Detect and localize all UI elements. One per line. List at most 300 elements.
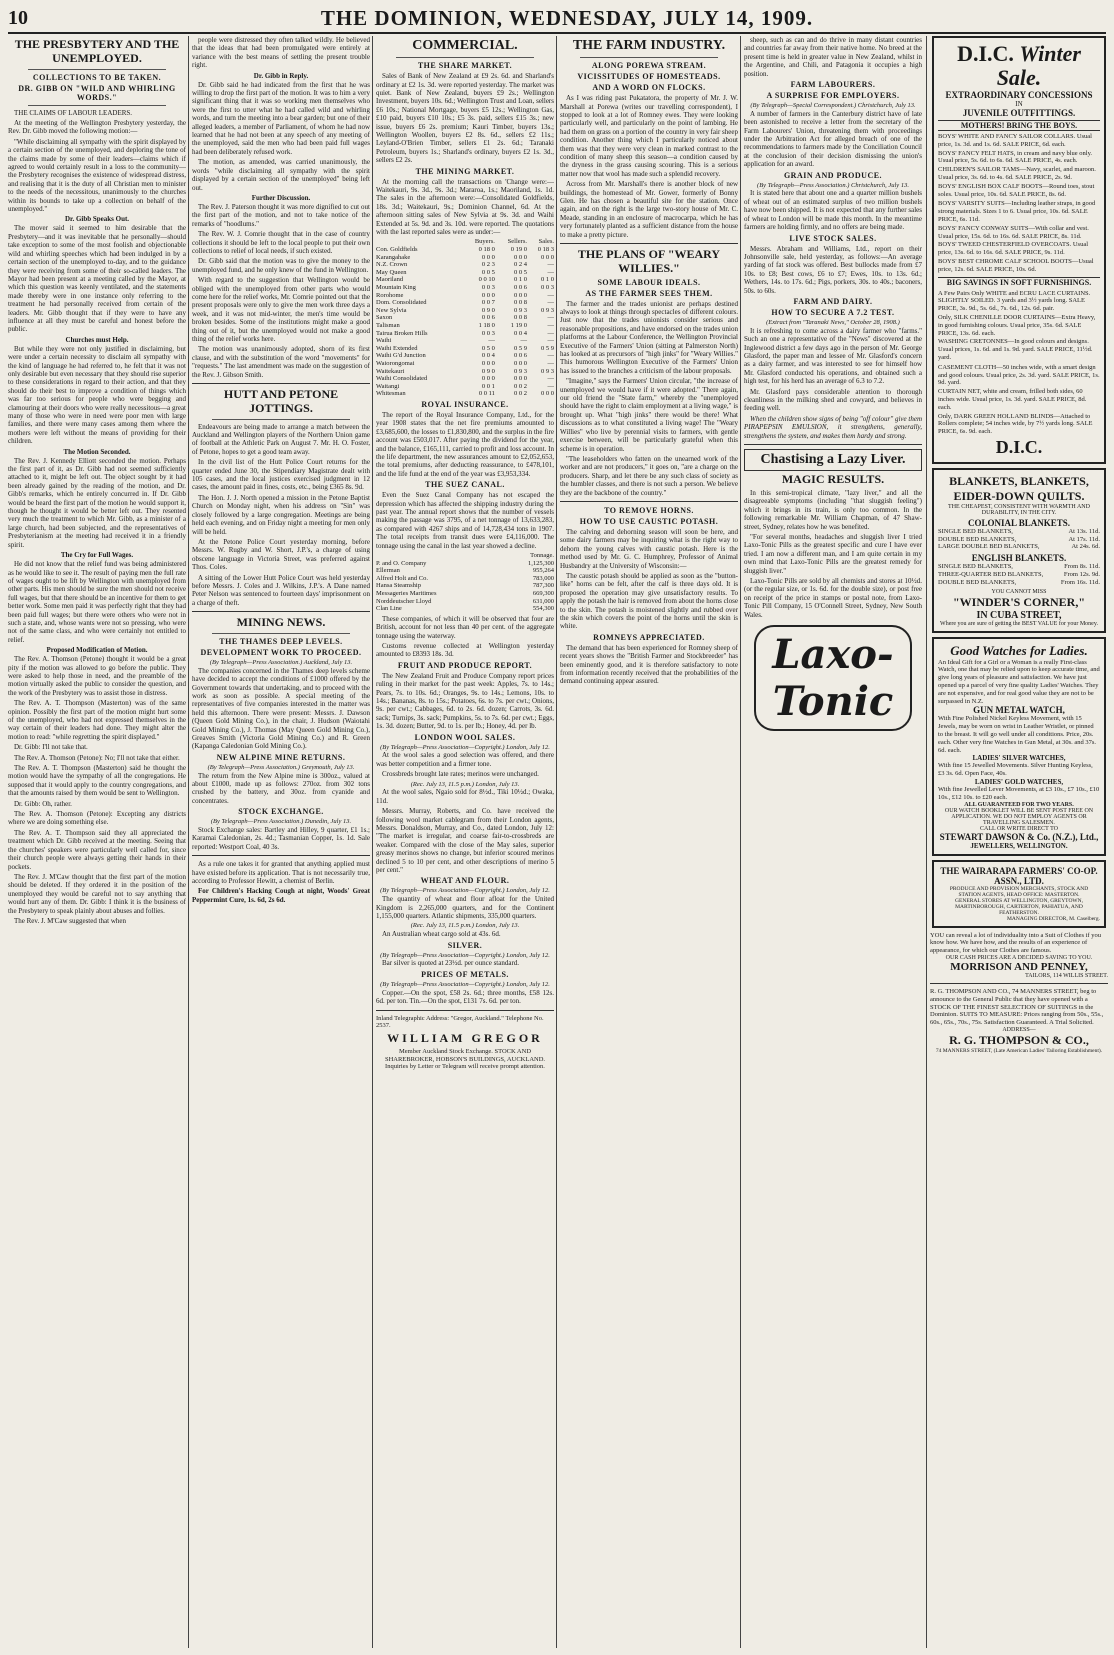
paragraph: These companies, of which it will be observed that four are British, account for not less than 40 per cent. of the aggregate tonnage using the waterway. — [376, 614, 554, 640]
sale-item: BOYS' WHITE AND FANCY SAILOR COLLARS. Usual price, 1s. 3d. and 1s. 6d. SALE PRICE, 6d. each. — [938, 133, 1092, 148]
byline: (By Telegraph—Press Association—Copyright.) London, July 12. — [380, 743, 550, 751]
article-headline: THE FARM INDUSTRY. — [572, 38, 726, 53]
price-value: From 16s. 11d. — [1060, 578, 1100, 586]
section-subhead: Proposed Modification of Motion. — [46, 646, 148, 655]
table-cell: P. and O. Company — [376, 559, 427, 567]
table-cell: 0 0 1 — [481, 382, 495, 390]
paragraph: "The leaseholders who fatten on the unearned work of the worker and are not producers," it goes on, "are a charge on the producers. Sharp, and let there be any such class of society as the humbler classes, and there is not such a person. We believe they are the backbone of the country." — [560, 454, 738, 497]
table-cell: Dom. Consolidated — [376, 299, 427, 307]
table-cell: Waihi Extended — [376, 344, 418, 352]
table-cell: 0 0 0 — [513, 253, 527, 261]
paragraph: Dr. Gibb said he had indicated from the first that he was willing to drop the first part of the motion. It was to him a very significant thing that it was so working men themselves who were the first to utter what he had called wild and whirling words, and turn the meeting into a bear garden; but one of their alleged leaders, a member of Parliament, of whom he had now learned that he had not been at any speech of any meeting of the unemployed, said the men who had been paid full wages had been deliberately refused work. — [192, 80, 370, 156]
table-cell: Ellerman — [376, 567, 400, 575]
in-line: IN — [1015, 100, 1023, 108]
table-cell: 554,300 — [532, 605, 554, 613]
table-cell: Con. Goldfields — [376, 246, 418, 253]
paragraph: Crossbreds brought late rates; merinos were unchanged. — [382, 770, 539, 779]
broker-advert-footer: Inquiries by Letter or Telegram will receive prompt attention. — [385, 1063, 545, 1071]
table-cell: Norddeutscher Lloyd — [376, 597, 432, 605]
table-cell: 0 1 0 — [513, 276, 527, 284]
article-subhead: FARM AND DAIRY. — [793, 296, 873, 306]
mining-quote-row — [376, 284, 554, 292]
gun-metal-text: With Fine Polished Nickel Keyless Movement, with 15 Jewels, may be worn on wrist in Leather Wristlet, or pinned to the breast. It will go well under all conditions. Price, 20s. each. Other very fine Watches in Gun Metal, at 30s. and 37s. 6d. each. — [938, 715, 1097, 754]
article-subhead: THE SHARE MARKET. — [417, 61, 513, 71]
table-header-cell: Tonnage. — [530, 551, 554, 559]
table-cell: 783,000 — [532, 574, 554, 582]
column-presbytery — [8, 36, 186, 1648]
shipping-tonnage-table — [376, 552, 554, 613]
paragraph: The return from the New Alpine mine is 300oz., valued at about £1000, made up as follows: 270oz. from 302 tons crushed by the battery, and 30oz. from cyanide and concentrates. — [192, 771, 370, 805]
table-cell: 0 18 0 — [478, 246, 495, 253]
section-subhead: Dr. Gibb in Reply. — [253, 71, 309, 80]
column-farm — [560, 36, 738, 1648]
table-cell: — — [547, 382, 554, 390]
gun-metal-heading: GUN METAL WATCH, — [973, 705, 1065, 716]
paragraph: But while they were not only justified in disclaiming, but were under a certain necessity to disclaim all sympathy with the kind of language he had referred to, he felt that it was not only desirable but even necessary that they should rise superior to these considerations in regard to their action, and that they should do their best to improve a condition of things which was far too serious for people who were begging and clamouring at their doors who were really necessitous—a great many of those who were in need were poor men with large families, and there were many cases among them where the mothers were left without the means of providing for their children. — [8, 344, 186, 446]
table-cell: 787,300 — [532, 582, 554, 590]
paragraph: Stock Exchange sales: Bartley and Hilley, 9 quarter, £1 1s.; Karamai Caledonian, 2s. 4d.; Tasmanian Copper, 1s. 1d. Sale reported: Westport Coal, 40 3s. — [192, 826, 370, 851]
table-cell: N.Z. Crown — [376, 261, 408, 269]
column-commercial — [376, 36, 554, 1648]
table-cell: 1 18 0 — [478, 321, 495, 329]
table-cell: 0 0 0 — [541, 390, 554, 398]
section-subhead: The Cry for Full Wages. — [60, 551, 134, 560]
shipping-row — [376, 598, 554, 606]
paragraph: The motion was unanimously adopted, shorn of its first clause, and with the substitution of the word "movements" for "requests." The last amendment was made on the suggestion of the Rev. J. Gibson Smith. — [192, 345, 370, 379]
wairarapa-sub: PRODUCE AND PROVISION MERCHANTS, STOCK AND STATION AGENTS, HEAD OFFICE: MASTERTON. — [949, 885, 1089, 898]
paragraph: The Rev. A. T. Thompson (Masterton) said he thought the motion would have the sympathy of all the congregations. He supposed that it would apply to the country congregations, and that the amounts raised by them would be sent to Wellington. — [8, 764, 186, 798]
article-subhead: SOME LABOUR IDEALS. — [597, 277, 701, 287]
mining-quote-row — [376, 254, 554, 262]
silver-text: With fine 15 Jewelled Movements. Silver Hunting Keyless, £3 3s. 6d. Open Face, 40s. — [938, 762, 1093, 778]
juvenile-line: JUVENILE OUTFITTINGS. — [962, 108, 1076, 118]
byline: (By Telegraph—Press Association.) Greymouth, July 13. — [207, 763, 355, 771]
paragraph: He did not know that the relief fund was being administered as he would like to see it. The result of paying men the full rate of wages ought to be lift by Wellington with unemployed from other parts. His men should be sure the men should not receive full wages, but that there should be an incentive for them to get better work. Some men paid it was perfectly right that they had been paid full wages; but there were others who were not in such a state, and, whose wants were not so pressing, who were not of the same class, and who were certainly not entitled to relief. — [8, 560, 186, 644]
column-presbytery-cont — [192, 36, 370, 1648]
paragraph: As a rule one takes it for granted that anything applied must have existed before its application. That is not necessarily true, according to Professor Hewitt, a chemist of Berlin. — [192, 860, 370, 886]
shipping-row — [376, 582, 554, 590]
gold-text: With fine Jewelled Lever Movements, at £3 10s., £7 10s., £10 10s., £12 10s. to £20 each. — [938, 786, 1100, 801]
eiderdown-heading: EIDER-DOWN QUILTS. — [953, 488, 1085, 503]
article-subhead: THE SUEZ CANAL. — [425, 480, 505, 490]
article-subhead: THE THAMES DEEP LEVELS. — [219, 636, 343, 646]
guarantee-line: ALL GUARANTEED FOR TWO YEARS. — [964, 801, 1074, 808]
table-cell: Messageries Maritimes — [376, 589, 437, 597]
shipping-row — [376, 575, 554, 583]
table-cell: Rorohome — [376, 291, 404, 299]
mining-quote-row — [376, 330, 554, 338]
table-cell: 0 5 9 — [513, 344, 527, 352]
paragraph: The Rev. J. M'Caw thought that the first part of the motion should be deleted. If they ordered it in the position of the unemployed they would be careful not to say anything that would hurt any of them. Dr. Gibb: I think it is the business of the Presbytery to speak plainly about abuses and follies. — [8, 872, 186, 915]
mining-quote-row — [376, 383, 554, 391]
mining-quote-row — [376, 368, 554, 376]
advert-headline: Chastising a Lazy Liver. — [744, 449, 922, 471]
table-cell: 0 0 5 — [513, 268, 527, 276]
gold-heading: LADIES' GOLD WATCHES, — [974, 778, 1064, 787]
table-cell: Waiorongomai — [376, 359, 415, 367]
table-cell: 0 0 0 — [481, 375, 495, 383]
paragraph: The Rev. W. J. Comrie thought that in the case of country collections it should be left to the local people to put their own collections to relief of local needs, if such existed. — [192, 230, 370, 255]
dic-winter-sale-advert — [932, 36, 1106, 464]
mining-quote-row — [376, 375, 554, 383]
table-cell: 0 0 0 — [481, 359, 495, 367]
best-value-line: Where you are sure of getting the BEST VALUE for your Money. — [940, 620, 1098, 627]
sale-item: BOYS' FANCY FELT HATS, in cream and navy blue only. Usual price, 5s. 6d. to 6s. 6d. SALE PRICE, 4s. each. — [938, 149, 1093, 165]
paragraph: The Rev. J. M'Caw suggested that when — [14, 916, 127, 925]
article-subhead: STOCK EXCHANGE. — [238, 807, 324, 817]
article-subhead: ROYAL INSURANCE. — [421, 399, 509, 409]
booklet-line: OUR WATCH BOOKLET WILL BE SENT POST FREE ON APPLICATION. WE DO NOT EMPLOY AGENTS OR TRAVELLING SALESMEN. — [944, 807, 1094, 826]
paragraph: Copper.—On the spot, £58 2s. 6d.; three months, £58 12s. 6d. per ton. Tin.—On the spot, £131 7s. 6d. per ton. — [376, 988, 554, 1006]
table-cell: 1 19 0 — [510, 321, 527, 329]
shipping-row — [376, 590, 554, 598]
article-subhead: DEVELOPMENT WORK TO PROCEED. — [200, 647, 362, 657]
table-cell: 0 1 0 — [541, 276, 554, 284]
sale-item: BOYS' ENGLISH BOX CALF BOOTS—Round toes, stout soles. Usual price, 10s. 6d. SALE PRICE, 8s. 6d. — [938, 182, 1095, 198]
broker-advert-details: Member Auckland Stock Exchange. STOCK AND SHAREBROKER, HOBSON'S BUILDINGS, AUCKLAND. — [384, 1047, 546, 1063]
paragraph: It is refreshing to come across a dairy farmer who "farms." Such an one a representative of the "News" discovered at the Inglewood district a few days ago in the person of Mr. George Glasford, the paper man and lessee of Mr. Glasford's concern as a dairy farmer, and was interested to see for himself how Mr. Glasford conducted his operations, and obtained such a high test, for his herd has an average of 6.3 to 7.2. — [744, 326, 922, 386]
table-cell: Whitesman — [376, 390, 406, 398]
table-cell: 0 2 4 — [513, 261, 527, 269]
table-cell: New Sylvia — [376, 306, 407, 314]
paragraph: With regard to the suggestion that Wellington would be obliged with the unemployed from other parts who would come here for the relief works, Mr. Comrie pointed out that the present proposals were only to give the men work three days a week, and it was not mid-winter, the men's time would be broken besides. Some of the institutions might make a good thing out of it, but the unemployed would not make a good thing of the relief works here. — [192, 276, 370, 343]
table-cell: — — [547, 352, 554, 360]
table-cell: 0 9 3 — [513, 306, 527, 314]
table-cell: 0 0 6 — [513, 352, 527, 360]
table-cell: Maoriland — [376, 276, 404, 284]
paragraph: At the meeting of the Wellington Presbytery yesterday, the Rev. Dr. Gibb moved the following motion:— — [8, 119, 186, 136]
column-rule — [556, 36, 557, 1648]
table-cell: Clan Line — [376, 605, 402, 613]
masthead-title: THE DOMINION, WEDNESDAY, JULY 14, 1909. — [320, 5, 814, 30]
dic-logo: D.I.C. — [995, 436, 1043, 457]
article-subhead: GRAIN AND PRODUCE. — [783, 170, 883, 180]
paragraph: THE CLAIMS OF LABOUR LEADERS. — [14, 108, 133, 117]
table-cell: — — [488, 337, 495, 345]
paragraph: Mr. Glasford pays considerable attention to thorough cleanliness in the milking shed and cowyard, and believes in feeding well. — [744, 387, 922, 413]
sale-item: CHILDREN'S SAILOR TAMS—Navy, scarlet, and maroon. Usual price, 3s. 6d. to 4s. 6d. SALE PRICE, 2s. 9d. — [938, 166, 1096, 181]
thompson-address: 74 MANNERS STREET, (Late American Ladies' Tailoring Establishment). — [935, 1048, 1103, 1054]
table-cell: — — [547, 299, 554, 307]
furnishings-left — [938, 290, 1100, 362]
article-subhead: COLLECTIONS TO BE TAKEN. — [32, 72, 162, 82]
furnishing-item: A Few Pairs Only WHITE and ECRU LACE CURTAINS. SLIGHTLY SOILED. 3 yards and 3½ yards long. SALE PRICE, 3s. 9d., 5s. 6d., 7s. 6d., 12s. 6d. pair. — [938, 289, 1091, 313]
mining-quote-row — [376, 276, 554, 284]
table-header-cell: Buyers. — [474, 238, 495, 246]
furnishing-item: Only, DARK GREEN HOLLAND BLINDS—Attached to Rollers complete; 54 inches wide, by 7½ yards long. SALE PRICE, 6s. 9d. each. — [938, 412, 1093, 436]
paragraph: Messrs. Abraham and Williams, Ltd., report on their Johnsonville sale, held yesterday, as follows:—An average yarding of fat stock was offered. Best bullocks made from £7 10s. to £8; Best cows, £6 to £7; Ewes, 10s. to 13s. 6d.; Wethers, 14s. to 17s. 6d.; Pigs, porkers, 30s. to 40s.; baconers, 50s. to 60s. — [744, 244, 922, 295]
english-prices — [938, 563, 1100, 586]
price-value: At 24s. 6d. — [1071, 543, 1100, 551]
table-cell: — — [547, 337, 554, 345]
paragraph: At the morning call the transactions on 'Change were:—Waitekauri, 9s. 3d., 9s. 3d.; Mararoa, 1s.; Maoriland, 1s. 1d. The sales in the afternoon were:—Consolidated Goldfields, 18s. 3d.; Waitekauri, 9s.; Dominion Channel, 6d. At the afternoon sitting sales of New Sylvia at 9s. 3d. and Waihi Extended at 5s. 9d. and 3s. 10d. were reported. The quotations with the last reported sales were as under:— — [376, 177, 554, 236]
furnishing-item: Only, SILK CHENILLE DOOR CURTAINS—Extra Heavy, in good furnishing colours. Usual price, 35s. 6d. SALE PRICE, 13s. 6d. each. — [938, 313, 1096, 337]
price-item: DOUBLE BED BLANKETS, — [938, 578, 1017, 586]
article-subhead: A SURPRISE FOR EMPLOYERS. — [766, 91, 900, 101]
byline: (By Telegraph—Press Association.) Dunedin, July 13. — [210, 818, 352, 826]
mining-quote-row — [376, 307, 554, 315]
wairarapa-heading: THE WAIRARAPA FARMERS' CO-OP. ASSN., LTD. — [940, 865, 1098, 886]
table-cell: 0 0 3 — [481, 329, 495, 337]
paragraph: Customs revenue collected at Wellington yesterday amounted to £8393 18s. 3d. — [376, 641, 554, 659]
section-subhead: Churches must Help. — [65, 335, 129, 344]
paragraph: The motion, as amended, was carried unanimously, the words "while disclaiming all sympathy with the spirit displayed by a certain section of the unemployed" being left out. — [192, 158, 370, 192]
table-cell: 0 0 0 — [541, 253, 554, 261]
paragraph: At the wool sales, Ngaio sold for 8½d., Tiki 10½d.; Owaka, 11d. — [376, 788, 554, 805]
table-cell: 669,300 — [532, 589, 554, 597]
price-value: At 13s. 11d. — [1068, 527, 1100, 535]
paragraph: At the Petone Police Court yesterday morning, before Messrs. W. Rugby and W. Short, J.P.'s, a charge of using obscene language in Victoria Street, was preferred against Thos. Coles. — [192, 537, 370, 572]
article-subhead: LIVE STOCK SALES. — [789, 233, 877, 243]
table-cell: 0 0 8 — [513, 299, 527, 307]
mining-quote-row — [376, 269, 554, 277]
byline: (By Telegraph—Press Association.) Christchurch, July 13. — [757, 181, 909, 189]
paragraph: The Rev. A. Thomson (Petone): Excepting any districts where we are doing something else. — [8, 810, 186, 827]
table-cell: 0 0 8 — [513, 314, 527, 322]
paragraph: The caustic potash should be applied as soon as the "button-like" horns can be felt, after the calf is three days old. It is proposed the operation may give unsatisfactory results. To apply the potash the hair is removed from about the horns close to the skin. The potash is moistened slightly and rubbed over the skin which covers the point of the horns until the skin is white. — [560, 571, 738, 631]
price-value: At 17s. 11d. — [1068, 535, 1100, 543]
colonial-prices — [938, 528, 1100, 551]
paragraph: Laxo-Tonic Pills are sold by all chemists and stores at 10½d. (or the regular size, or 1s. 6d. for the double size), or post free on receipt of the price in stamps or postal note, from Laxo-Tonic Pill Company, 15 O'Connell Street, Sydney, New South Wales. — [744, 576, 922, 619]
blankets-advert — [932, 468, 1106, 633]
table-cell: 955,264 — [532, 567, 554, 575]
price-row — [938, 536, 1100, 544]
paragraph: The demand that has been experienced for Romney sheep of recent years shows the "British Farmer and Stockbreeder" has been eminently good, and it is therefore satisfactory to note from information recently received that the probabilities of the demand continuing appear assured. — [560, 643, 738, 686]
article-subhead: HOW TO USE CAUSTIC POTASH. — [579, 516, 719, 526]
watches-intro: An Ideal Gift for a Girl or a Woman is a really First-class Watch, one that may be relied upon to keep accurate time, and give long years of pleasure and satisfaction. We have just opened up a parcel of very fine quality Ladies' Watches. They are not expensive, and for real good value they are not to be surpassed in N.Z. — [938, 658, 1100, 705]
table-cell: — — [547, 314, 554, 322]
table-cell: Waihi G'd Junction — [376, 352, 426, 360]
cheapest-line: THE CHEAPEST, CONSISTENT WITH WARMTH AND DURABILITY, IN THE CITY. — [948, 503, 1090, 516]
section-subhead: The Motion Seconded. — [63, 447, 131, 456]
paragraph: The Rev. J. Kennedy Elliott seconded the motion. Perhaps the first part of it, as Dr. Gibb had not seemed sufficiently attached to it, might be left out. The object sought by it had been already gained by the reading of the motion, and Dr. Gibb's remarks, which he entirely concurred in. If Dr. Gibb would be heard the first part of the motion he would support it, though he thought it would be better left out. They resented very much the treatment to which Mr. Gibb, as a minister of a large church, had been subjected, and the representatives of Presbyterianism at the meeting had received it in a friendly spirit. — [8, 456, 186, 549]
price-row — [938, 571, 1100, 579]
table-cell: — — [547, 329, 554, 337]
byline: (By Telegraph—Special Correspondent.) Christchurch, July 13. — [750, 102, 916, 110]
byline: (Rec. July 13, 11.5 p.m.) London, July 13. — [410, 922, 520, 930]
article-headline: THE PRESBYTERY AND THE UNEMPLOYED. — [14, 37, 180, 65]
table-cell: 0 0 0 — [513, 291, 527, 299]
mining-quote-row — [376, 337, 554, 345]
paragraph: Even the Suez Canal Company has not escaped the depression which has affected the shipping industry during the past year. The annual report shows that the number of vessels making the passage was 3795, of a net tonnage of 13,633,283, as compared with 4267 ships and of 14,728,434 tons in 1907. The total receipts from transit dues were £4,116,000. The tonnage using the canal in the last year showed a decline. — [376, 491, 554, 550]
furnishing-item: CURTAIN NET, white and cream, frilled both sides, 60 inches wide. Usual price, 1s. 3d. yard. SALE PRICE, 8d. each. — [938, 388, 1087, 411]
managing-director: MANAGING DIRECTOR, M. Caselberg. — [1007, 915, 1100, 922]
mining-quote-row — [376, 246, 554, 254]
column-rule — [372, 36, 373, 1648]
telegraph-address: Inland Telegraphic Address: "Gregor, Auckland." Telephone No. 2537. — [376, 1014, 544, 1030]
broker-advert-name: WILLIAM GREGOR — [387, 1031, 543, 1046]
paragraph: Across from Mr. Marshall's there is another block of new buildings, the homestead of Mr. Gower, formerly of Bonny Glen. He has chosen a beautiful site for the station. Once again, and on the right is the large two-story house of Mr. C. Meade, standing in an enclosure of macrocarpa, which he has very fortunately planted as a sufficient distance from the house to make a pretty picture. — [560, 180, 738, 239]
mining-quote-row — [376, 314, 554, 322]
table-cell: Waihi Consolidated — [376, 375, 428, 383]
table-cell: 0 5 0 — [481, 344, 495, 352]
paragraph: Dr. Gibb: Oh, rather. — [14, 799, 72, 808]
paragraph: The companies concerned in the Thames deep levels scheme have decided to accept the conditions of £1000 offered by the Government towards that undertaking, and to proceed with the work as soon as possible. A special meeting of the representatives of five companies interested in the matter was held this afternoon. There were present: Messrs. J. Dawson (Queen Gold Mining Co.), in the chair, J. Hudson (Waiotahi Gold Mining Co.), J. Thomas (May Queen Gold Mining Co.), Greaves Smith (Victoria Gold Mining Co.) and R. Green (Kapanga Caledonian Gold Mining Co.). — [192, 666, 370, 751]
mining-quote-row — [376, 345, 554, 353]
paragraph: At the wool sales a good selection was offered, and there was better competition and a firmer tone. — [376, 751, 554, 768]
paragraph: Endeavours are being made to arrange a match between the Auckland and Wellington players of the Northern Union game of football at the Athletic Park on August 7. Mr. H. O. Foster, of Petone, hopes to get a good team away. — [192, 422, 370, 456]
article-subhead: AS THE FARMER SEES THEM. — [585, 288, 713, 298]
paragraph: Sales of Bank of New Zealand at £9 2s. 6d. and Sharland's ordinary at £2 1s. 3d. were reported yesterday. The market was quiet. Bank of New Zealand, buyers £9 2s.; Wellington Investment, buyers 10s. 6d.; Wellington Trust and Loan, sellers £6 10s.; National Mortgage, buyers £5 12s.; Wellington Gas, £10 paid, buyers £10 10s.; £5 3s. paid, sellers £15 3s.; new issue, buyers £6 2s. premium; Kauri Timber, buyers 13s.; Wellington Woollen, buyers £2 8s. 6d., sellers £2 11s.; Leyland-O'Brien Timber, sellers £1 2s. 6d.; Taranaki Petroleum, buyers 1s.; Sharland's ordinary, buyers £2 1s. 3d., sellers £2 2s. — [376, 72, 554, 165]
table-cell: 0 0 2 — [513, 390, 527, 398]
column-farm-labourers — [744, 36, 922, 1648]
paragraph: In this semi-tropical climate, "lazy liver," and all the disagreeable symptoms (including "that sluggish feeling") which it brings in its train, is only too common. In the following remarkable Mr. William Chapman, of 47 Shaw-street, Sydney, relates how he was benefited. — [744, 488, 922, 531]
paragraph: The report of the Royal Insurance Company, Ltd., for the year 1908 states that the net fire premiums amounted to £3,685,600, the losses to £1,830,800, and the surplus in the fire account was £503,017. After paying the dividend for the year, and the balance, £165,111, carried to profit and loss account. In the life department, the new assurances amount to £2,052,653, the total premiums, after deducting reassurance, to £478,101, and the life fund at the end of the year was £3,953,334. — [376, 410, 554, 478]
mining-quote-row — [376, 322, 554, 330]
table-cell: — — [547, 375, 554, 383]
table-cell: — — [520, 337, 527, 345]
paragraph: An Australian wheat cargo sold at 43s. 6d. — [382, 930, 501, 939]
sale-item: BOYS' FANCY CONWAY SUITS—With collar and vest. Usual price, 15s. 6d. to 16s. 6d. SALE PRICE, 8s. 11d. — [938, 224, 1089, 240]
table-cell: 0 0 0 — [481, 291, 495, 299]
sale-item: BOYS' BEST CHROME CALF SCHOOL BOOTS—Usual price, 12s. 6d. SALE PRICE, 10s. 6d. — [938, 257, 1094, 273]
price-item: LARGE DOUBLE BED BLANKETS, — [938, 543, 1040, 551]
mining-quote-row — [376, 299, 554, 307]
table-cell: 0 0 10 — [478, 276, 495, 284]
price-value: From 12s. 9d. — [1063, 571, 1100, 579]
table-cell: 0 0 5 — [481, 268, 495, 276]
table-cell: 0 2 3 — [481, 261, 495, 269]
table-cell: 0 9 0 — [481, 306, 495, 314]
table-cell: 0 5 9 — [541, 344, 554, 352]
watches-advert — [932, 637, 1106, 856]
table-cell: 0 0 2 — [513, 382, 527, 390]
table-cell: Karangahake — [376, 253, 411, 261]
english-heading: ENGLISH BLANKETS. — [971, 553, 1067, 564]
column-rule — [926, 36, 927, 1648]
wairarapa-stores: GENERAL STORES AT WELLINGTON, GREYTOWN, MARTINBOROUGH, CARTERTON, PAHIATUA, AND FEATHERSTON. — [955, 897, 1083, 916]
morrison-cash: OUR CASH PRICES ARE A DECIDED SAVING TO YOU. — [945, 955, 1093, 962]
call-line: CALL OR WRITE DIRECT TO — [980, 825, 1058, 832]
blankets-heading: BLANKETS, BLANKETS, — [949, 473, 1089, 488]
paragraph: sheep, such as can and do thrive in many distant countries and countries far away from their native home. No breed at the present time is held in greater value in New Zealand, whilst in the Argentine, and Chili, and Patagonia it occupies a high position. — [744, 36, 922, 78]
table-cell: 0 0 0 — [481, 253, 495, 261]
morrison-address: TAILORS, 114 WILLIS STREET. — [1025, 973, 1108, 980]
thompson-intro: R. G. THOMPSON AND CO., 74 MANNERS STREET, beg to announce to the General Public that they have opened with a STOCK OF THE FINEST SELECTION OF SUITINGS in the Dominion. SUITS TO MEASURE: Prices ranging from 50s., 55s., 60s., 65s., 70s., 75s. Satisfaction Guaranteed. A Trial Solicited. — [930, 988, 1104, 1027]
article-subhead: WHEAT AND FLOUR. — [420, 876, 510, 886]
sale-item: BOYS' TWEED CHESTERFIELD OVERCOATS. Usual price, 13s. 6d. to 16s. 6d. SALE PRICE, 9s. 11d. — [938, 241, 1089, 257]
table-cell: May Queen — [376, 268, 407, 276]
watches-heading: Good Watches for Ladies. — [950, 642, 1088, 658]
paragraph: A sitting of the Lower Hutt Police Court was held yesterday before Messrs. J. Coles and J. Wilkins, J.P.'s. A Dane named Peter Nelson was sentenced to fourteen days' imprisonment on a charge of theft. — [192, 573, 370, 607]
byline: (By Telegraph—Press Association—Copyright.) London, July 12. — [380, 951, 550, 959]
colonial-heading: COLONIAL BLANKETS. — [967, 517, 1071, 528]
mothers-line: MOTHERS! BRING THE BOYS. — [938, 120, 1100, 131]
paragraph: As I was riding past Pukatatora, the property of Mr. J. W. Marshall at Porewa (writes our travelling correspondent), I stopped to look at a lot of Romney ewes. They were looking particularly well, and particularly on the point of lambing. He had them on grass on a portion of the country in very fair sheep condition. Another thing which I particularly noticed about them was that they were very clean in marked contrast to the condition of many sheep this season—a condition caused by the dryness in the grass causing scouring. This is a serious matter now that wool has made such a splendid recovery. — [560, 94, 738, 178]
soft-furnishings-heading: BIG SAVINGS IN SOFT FURNISHINGS. — [938, 277, 1100, 287]
winter-sale-title: Winter Sale. — [996, 41, 1081, 90]
laxo-tonic-logo: Laxo-Tonic — [754, 625, 912, 731]
price-item: SINGLE BED BLANKETS, — [938, 527, 1013, 535]
paragraph: In the civil list of the Hutt Police Court returns for the quarter ended June 30, the Stipendiary Magistrate dealt with 105 cases, and the local justices exercised judgment in 12 cases, the amount paid in fines, costs, etc., being £365 8s. 9d. — [192, 458, 370, 492]
paragraph: The quantity of wheat and flour afloat for the United Kingdom is 2,265,000 quarters, and for the Continent 1,155,000 quarters. Atlantic shipments, 335,000 quarters. — [376, 895, 554, 921]
stewart-dawson: STEWART DAWSON & Co. (N.Z.), Ltd., — [939, 831, 1099, 842]
table-cell: 0 9 3 — [513, 367, 527, 375]
page-number: 10 — [8, 6, 28, 29]
table-cell: Mountain King — [376, 283, 416, 291]
paragraph: The Rev. A. Thomson (Petone): No; I'll not take that either. — [14, 753, 180, 762]
sale-items-left — [938, 133, 1100, 198]
morrison-intro: YOU can reveal a lot of individuality into a Suit of Clothes if you know how. We have how, and the results of an experience of appearance, for which our Clothes are famous. — [930, 931, 1101, 955]
table-header-cell — [376, 238, 462, 246]
paragraph: The Rev. A. T. Thompson said they all appreciated the treatment which Dr. Gibb received at the meeting. Seeing that the churches' speakers were particularly well called for, since their church people were always getting their hands in their pockets. — [8, 828, 186, 871]
table-header-cell: Sellers. — [507, 238, 527, 246]
masthead — [8, 4, 1106, 34]
article-subhead: AND A WORD ON FLOCKS. — [592, 83, 706, 93]
table-cell: 0 0 3 — [541, 283, 554, 291]
table-cell: — — [547, 261, 554, 269]
paragraph: Dr. Gibb: I'll not take that. — [14, 743, 88, 752]
price-row — [938, 543, 1100, 551]
byline: (By Telegraph—Press Association—Copyright.) London, July 12. — [380, 887, 550, 895]
article-subhead: DR. GIBB ON "WILD AND WHIRLING WORDS." — [18, 83, 176, 102]
table-cell: Waitangi — [376, 382, 400, 390]
article-subhead: FARM LABOURERS. — [790, 80, 876, 90]
table-cell: 0 0 0 — [513, 359, 527, 367]
furnishing-item: WASHING CRETONNES—In good colours and designs. Usual prices, 1s. 6d. and 1s. 9d. yard. SALE PRICE, 11½d. yard. — [938, 338, 1093, 361]
table-cell: — — [547, 268, 554, 276]
paragraph: The New Zealand Fruit and Produce Company report prices ruling in their market for the past week: Apples, 7s. to 14s.; Pears, 7s. to 10s. 6d.; Oranges, 9s. to 14s.; Lemons, 10s. to 14s.; Bananas, 8s. to 15s.; Potatoes, 6s. to 7s. per cwt.; Onions, 9s. per cwt.; Cabbages, 6d. to 2s. 6d. dozen; Carrots, 3s. 6d. sack; Turnips, 3s. sack; Pumpkins, 5s. to 7s. 6d. per cwt.; Eggs, 1s. 3d. dozen; Butter, 9d. to 1s. per lb.; Honey, 4d. per lb. — [376, 671, 554, 731]
paragraph: The calving and dehorning season will soon be here, and some dairy farmers may be inquiring what is the right way to dehorn the young calves with caustic potash. Here is the method used by Mr. G. C. Humphrey, Professor of Animal Husbandry at the University of Wisconsin:— — [560, 527, 738, 570]
cuba-street: IN CUBA STREET, — [976, 609, 1062, 621]
article-subhead: NEW ALPINE MINE RETURNS. — [216, 752, 346, 762]
byline: (By Telegraph—Press Association—Copyright.) London, July 12. — [380, 980, 550, 988]
article-subhead: ROMNEYS APPRECIATED. — [593, 632, 705, 642]
sale-items-right — [938, 200, 1100, 273]
paragraph: The mover said it seemed to him desirable that the Presbytery—and it was inevitable that he personally—should take exception to some of the most foolish and objectionable wild and whirling speeches which had been indulged in by a certain section of the unemployed to-day, and to the guidance they were receiving from some of their so-called leaders. The Mayor had been present at a meeting called by the Mayor, at which this question was keenly ventilated, and the statements made thereby were in one instance only referring to the treatment he had personally received from certain of the leaders. Mr. Gibb thought that if they were to have any influence at all they must be careful and honest before the public. — [8, 224, 186, 334]
table-cell: 1,125,300 — [528, 559, 554, 567]
paragraph: The Rev. J. Paterson thought it was more dignified to cut out the first part of the motion, and not to take notice of the remarks of "hoodlums." — [192, 202, 370, 228]
paragraph: The Hon. J. J. North opened a mission in the Petone Baptist Church on Monday night, when his address on "Sin" was closely followed by a large congregation. Meetings are being held each evening, and on Friday night a meeting for men only will be held. — [192, 493, 370, 536]
article-subhead: HOW TO SECURE A 7.2 TEST. — [771, 307, 895, 317]
address-label: ADDRESS— — [1002, 1027, 1036, 1033]
table-cell: 0 18 3 — [537, 246, 554, 253]
table-header-cell: Sales. — [538, 238, 554, 246]
table-cell: 0 0 11 — [478, 390, 495, 398]
section-subhead: Further Discussion. — [251, 193, 311, 202]
table-cell: Talisman — [376, 321, 400, 329]
silver-heading: LADIES' SILVER WATCHES, — [972, 754, 1066, 763]
mining-quote-row — [376, 360, 554, 368]
price-value: From 8s. 11d. — [1064, 563, 1100, 571]
price-row — [938, 563, 1100, 571]
table-cell: Saxon — [376, 314, 393, 322]
table-cell: 0 9 0 — [481, 367, 495, 375]
advert-subhead: MAGIC RESULTS. — [781, 472, 885, 487]
article-headline: HUTT AND PETONE JOTTINGS. — [223, 387, 339, 415]
table-cell: 0 0 4 — [481, 352, 495, 360]
price-item: SINGLE BED BLANKETS, — [938, 563, 1013, 571]
paragraph: "Imagine," says the Farmers' Union circular, "the increase of unemployed we would have if it were adopted." There again, our old friend the "State farm," whereby the "unemployed should have the right to claim employment at a living wage," is brought up. What "high jinks" there would be there! What discussions as to what constituted a living wage! The "Weary Willies" who live by perennial visits to farmers, with gentle exercise between, will be particularly grateful when this scheme is in operation. — [560, 377, 738, 453]
byline: (By Telegraph—Press Association.) Auckland, July 13. — [209, 658, 353, 666]
jewellers-line: JEWELLERS, WELLINGTON. — [970, 841, 1068, 850]
table-cell: Hansa Steamship — [376, 582, 421, 590]
concessions-line: EXTRAORDINARY CONCESSIONS — [945, 90, 1093, 100]
paragraph: "For several months, headaches and sluggish liver I tried Laxo-Tonic Pills as the greatest specific and cure I have ever tried. I am now a different man, and I am quite certain in my own mind that Laxo-Tonic Pills are the greatest remedy for sluggish liver." — [744, 532, 922, 575]
table-cell: 0 9 3 — [541, 367, 554, 375]
table-cell: 0 9 3 — [541, 306, 554, 314]
furnishing-item: CASEMENT CLOTH—50 inches wide, with a smart design and good colours. Usual price, 2s. 3d. yard. SALE PRICE, 1s. 9d. yard. — [938, 363, 1100, 387]
shipping-row — [376, 560, 554, 568]
mining-quote-row — [376, 261, 554, 269]
table-header-row — [376, 238, 554, 246]
table-cell: Waihi — [376, 337, 392, 345]
price-item: DOUBLE BED BLANKETS, — [938, 535, 1017, 543]
mining-quote-row — [376, 390, 554, 398]
furnishings-right — [938, 364, 1100, 436]
table-cell: Waitekauri — [376, 367, 405, 375]
paragraph: people were distressed they often talked wildly. He believed that the ideas that had been promulgated were entirely at variance with the best means of settling the present trouble right. — [192, 36, 370, 70]
